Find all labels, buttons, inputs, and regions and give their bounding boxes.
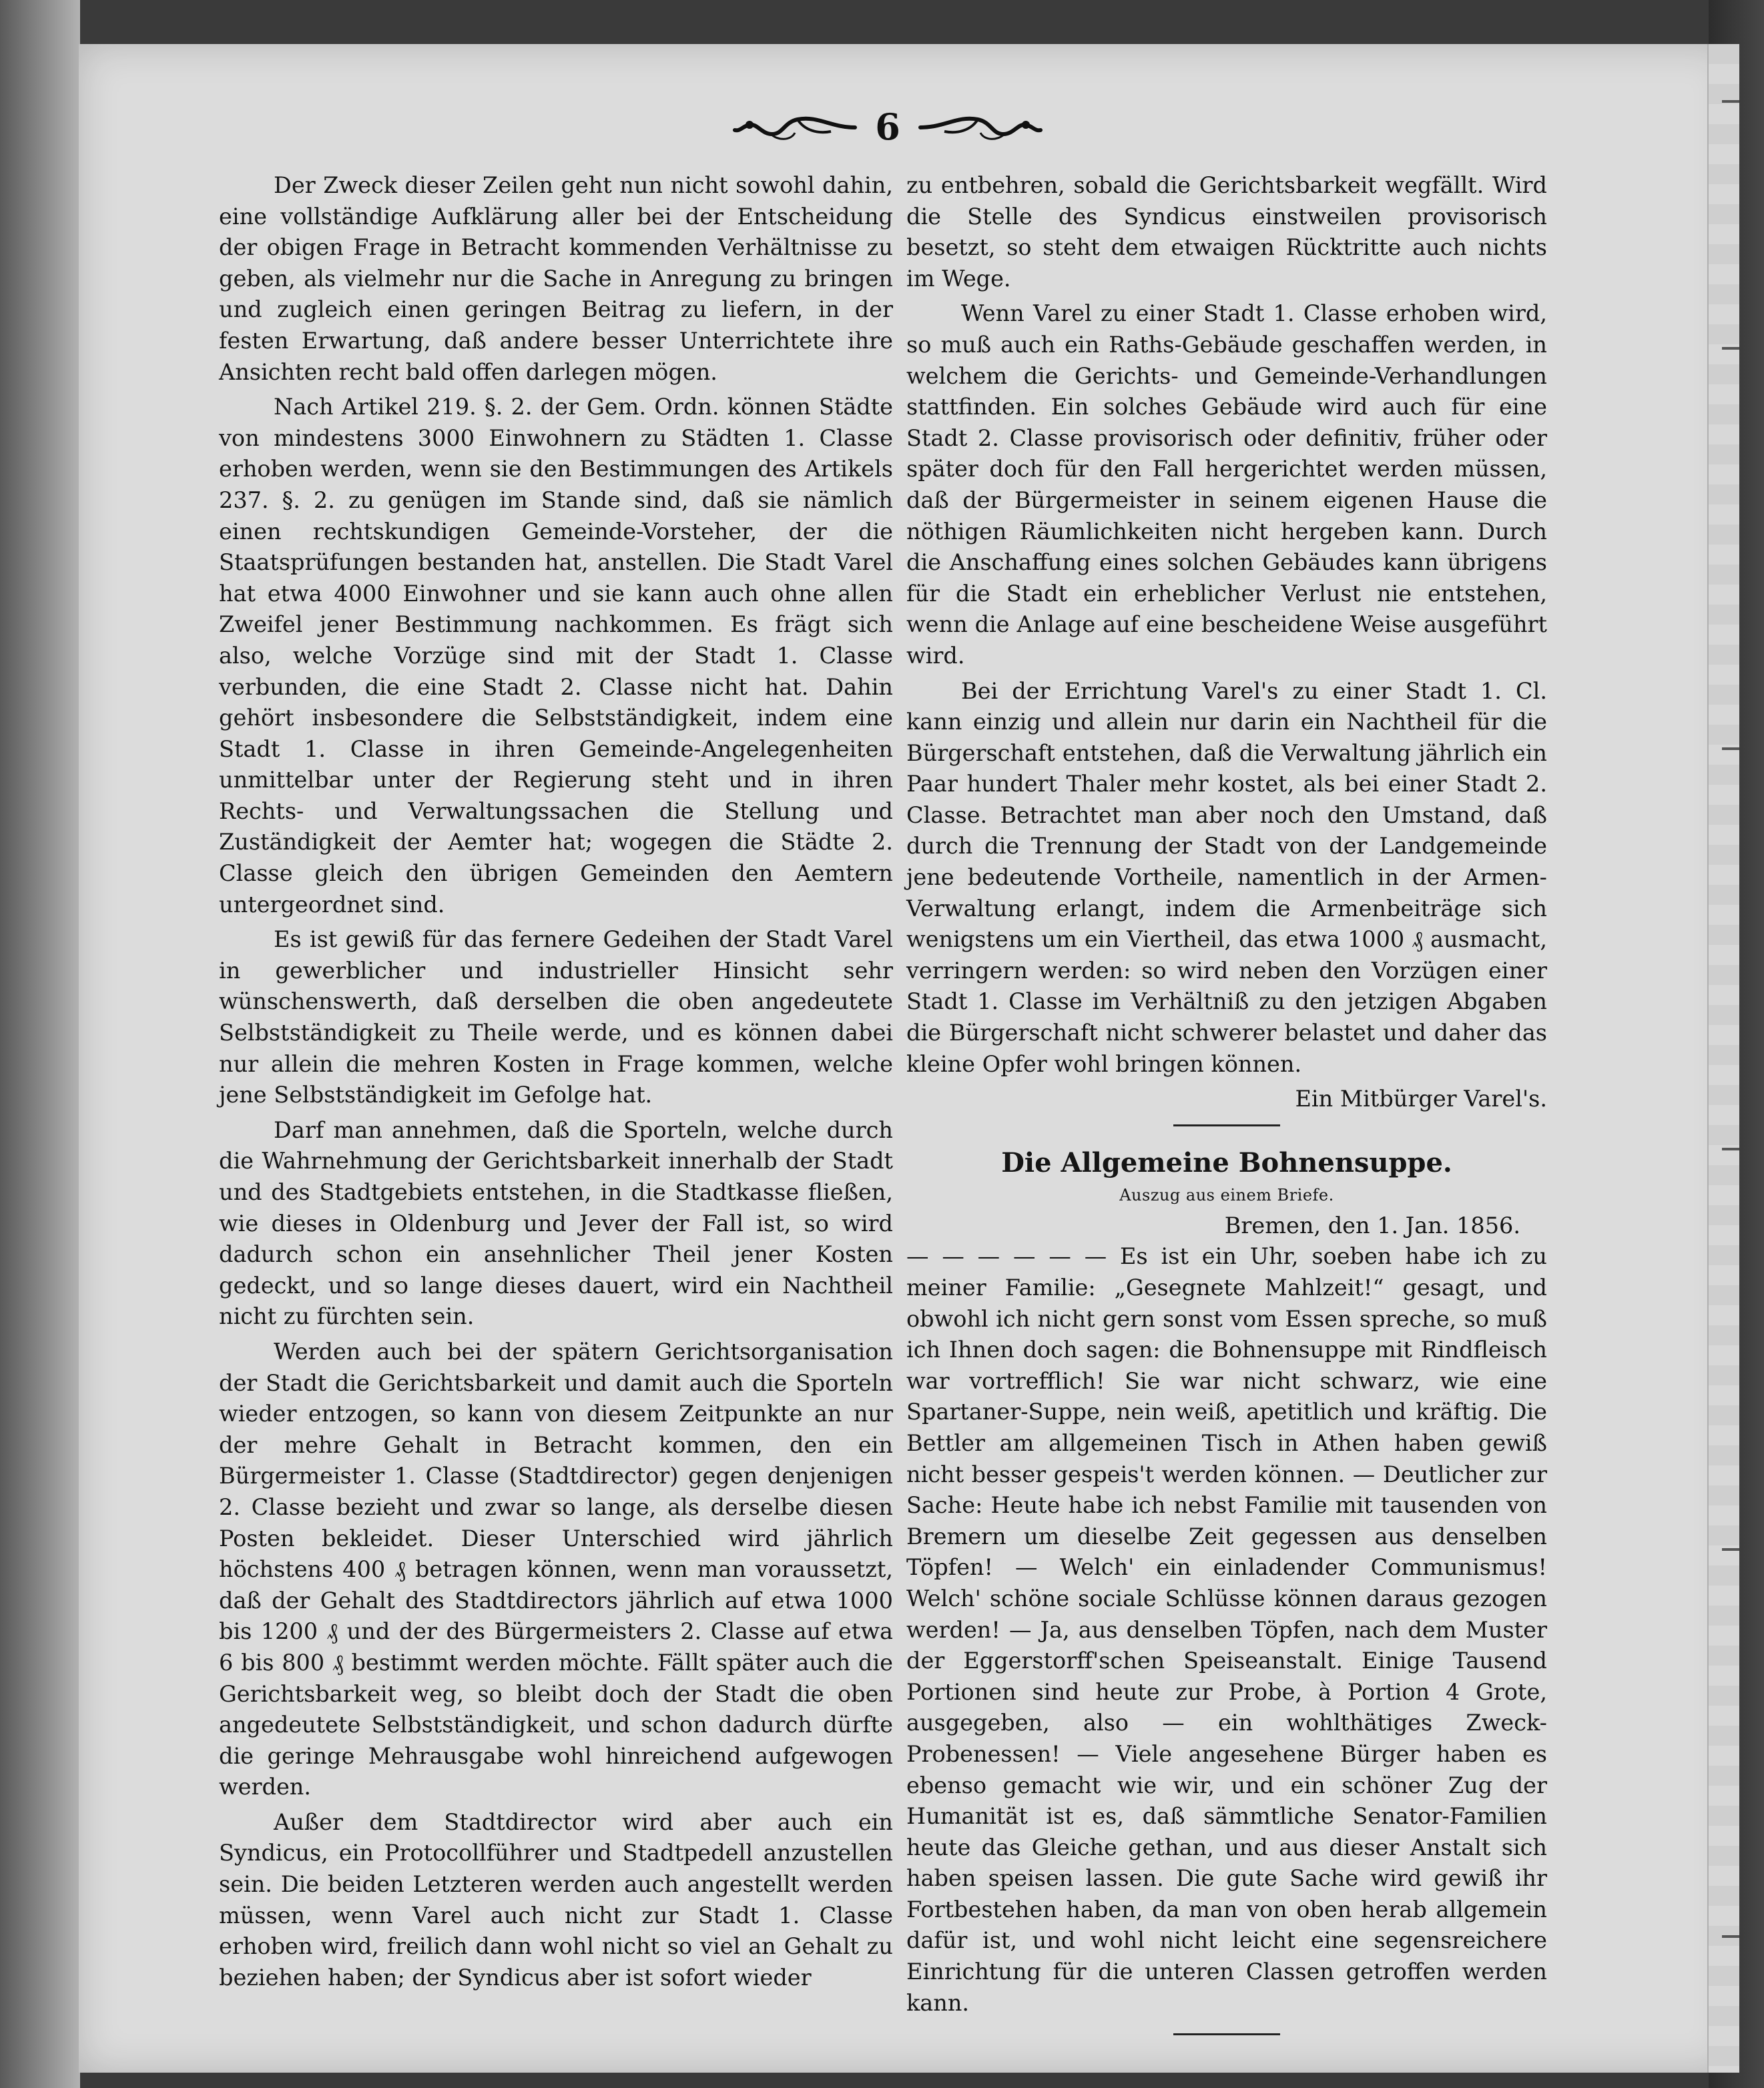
left-flourish-icon: [731, 110, 858, 143]
page-number: 6: [875, 105, 900, 148]
paragraph: — — — — — — Es ist ein Uhr, soeben habe ich zu meiner Familie: „Gesegnete Mahlzeit!“ gesagt, und obwohl ich nicht gern sonst vom Essen spreche, so muß ich Ihnen doch sagen: die Bohnensuppe mit Rindfleisch war vortrefflich! Sie war nicht schwarz, wie eine Spartaner-Suppe, nein weiß, apetitlich und kräftig. Die Bettler am allgemeinen Tisch in Athen haben gewiß nicht besser gespeis't werden können. — Deutlicher zur Sache: Heute habe ich nebst Familie mit tausenden von Bremern um dieselbe Zeit gegessen aus denselben Töpfen! — Welch' ein einladender Communismus! Welch' schöne sociale Schlüsse können daraus gezogen werden! — Ja, aus denselben Töpfen, nach dem Muster der Eggerstorff'schen Speiseanstalt. Einige Tausend Portionen sind heute zur Probe, à Portion 4 Grote, ausgegeben, also — ein wohlthätiges Zweck-Probenessen! — Viele angesehene Bürger haben es ebenso gemacht wie wir, und ein schöner Zug der Humanität ist es, daß sämmtliche Senator-Familien heute das Gleiche gethan, und aus dieser Anstalt sich haben speisen lassen. Die gute Sache wird gewiß ihr Fortbestehen haben, da man von oben herab allgemein dafür ist, und wohl nicht leicht eine segensreichere Einrichtung für die unteren Classen getroffen werden kann.: [906, 1243, 1547, 2016]
article-subtitle: Auszug aus einem Briefe.: [1119, 1185, 1334, 1204]
divider-rule: [1173, 2033, 1280, 2035]
paragraph: Bei der Errichtung Varel's zu einer Stadt 1. Cl. kann einzig und allein nur darin ein Nachtheil für die Bürgerschaft entstehen, daß die Verwaltung jährlich ein Paar hundert Thaler mehr kostet, als bei einer Stadt 2. Classe. Betrachtet man aber noch den Umstand, daß durch die Trennung der Stadt von der Landgemeinde jene bedeutende Vortheile, namentlich in der Armen-Verwaltung erlangt, indem die Armenbeiträge sich wenigstens um ein Viertheil, das etwa 1000 ₰ ausmacht, verringern werden: so wird neben den Vorzügen einer Stadt 1. Classe im Verhältniß zu den jetzigen Abgaben die Bürgerschaft nicht schwerer belastet und daher das kleine Opfer wohl bringen können.: [906, 677, 1547, 1077]
paragraph: Nach Artikel 219. §. 2. der Gem. Ordn. können Städte von mindestens 3000 Einwohnern zu Städten 1. Classe erhoben werden, wenn sie den Bestimmungen des Artikels 237. §. 2. zu genügen im Stande sind, daß sie nämlich einen rechtskundigen Gemeinde-Vorsteher, der die Staatsprüfungen bestanden hat, anstellen. Die Stadt Varel hat etwa 4000 Einwohner und sie kann auch ohne allen Zweifel jener Bestimmung nachkommen. Es frägt sich also, welche Vorzüge sind mit der Stadt 1. Classe verbunden, die eine Stadt 2. Classe nicht hat. Dahin gehört insbesondere die Selbstständigkeit, indem eine Stadt 1. Classe in ihren Gemeinde-Angelegenheiten unmittelbar unter der Regierung steht und in ihren Rechts- und Verwaltungssachen die Stellung und Zuständigkeit der Aemter hat; wogegen die Städte 2. Classe gleich den übrigen Gemeinden den Aemtern untergeordnet sind.: [219, 394, 893, 918]
left-column: [219, 170, 893, 1991]
edge-mark: [1722, 1935, 1739, 1938]
right-flourish-icon: [918, 110, 1045, 143]
paragraph: Der Zweck dieser Zeilen geht nun nicht sowohl dahin, eine vollständige Aufklärung aller bei der Entscheidung der obigen Frage in Betracht kommenden Verhältnisse zu geben, als vielmehr nur die Sache in Anregung zu bringen und zugleich einen geringen Beitrag zu liefern, in der festen Erwartung, daß andere besser Unterrichtete ihre Ansichten recht bald offen darlegen mögen.: [219, 172, 893, 385]
edge-mark: [1722, 1148, 1739, 1150]
paragraph: Außer dem Stadtdirector wird aber auch ein Syndicus, ein Protocollführer und Stadtpedell anzustellen sein. Die beiden Letzteren werden auch angestellt werden müssen, wenn Varel auch nicht zur Stadt 1. Classe erhoben wird, freilich dann wohl nicht so viel an Gehalt zu beziehen haben; der Syndicus aber ist sofort wieder: [219, 1808, 893, 1991]
right-column: [906, 170, 1547, 2016]
paragraph: Wenn Varel zu einer Stadt 1. Classe erhoben wird, so muß auch ein Raths-Gebäude geschaffen werden, in welchem die Gerichts- und Gemeinde-Verhandlungen stattfinden. Ein solches Gebäude wird auch für eine Stadt 2. Classe provisorisch oder definitiv, früher oder später doch für den Fall hergerichtet werden müssen, daß der Bürgermeister in seinem eigenen Hause die nöthigen Räumlichkeiten nicht hergeben kann. Durch die Anschaffung eines solchen Gebäudes kann übrigens für die Stadt ein erheblicher Verlust nie entstehen, wenn die Anlage auf eine bescheidene Weise ausgeführt wird.: [906, 300, 1547, 669]
paragraph: Werden auch bei der spätern Gerichtsorganisation der Stadt die Gerichtsbarkeit und damit auch die Sporteln wieder entzogen, so kann von diesem Zeitpunkte an nur der mehre Gehalt in Betracht kommen, den ein Bürgermeister 1. Classe (Stadtdirector) gegen denjenigen 2. Classe bezieht und zwar so lange, als derselbe diesen Posten bekleidet. Dieser Unterschied wird jährlich höchstens 400 ₰ betragen können, wenn man voraussetzt, daß der Gehalt des Stadtdirectors jährlich auf etwa 1000 bis 1200 ₰ und der des Bürgermeisters 2. Classe auf etwa 6 bis 800 ₰ bestimmt werden möchte. Fällt später auch die Gerichtsbarkeit weg, so bleibt doch der Stadt die oben angedeutete Selbstständigkeit, und schon dadurch dürfte die geringe Mehrausgabe wohl hinreichend aufgewogen werden.: [219, 1338, 893, 1800]
edge-mark: [1722, 100, 1739, 103]
edge-mark: [1722, 747, 1739, 750]
paragraph: Darf man annehmen, daß die Sporteln, welche durch die Wahrnehmung der Gerichtsbarkeit innerhalb der Stadt und des Stadtgebiets entstehen, in die Stadtkasse fließen, wie dieses in Oldenburg und Jever der Fall ist, so wird dadurch schon ein ansehnlicher Theil jener Kosten gedeckt, und so lange dieses dauert, wird ein Nachtheil nicht zu fürchten sein.: [219, 1116, 893, 1330]
edge-mark: [1722, 1548, 1739, 1551]
edge-mark: [1722, 347, 1739, 350]
article-dateline: Bremen, den 1. Jan. 1856.: [1224, 1212, 1520, 1239]
paragraph: Es ist gewiß für das fernere Gedeihen der Stadt Varel in gewerblicher und industrieller Hinsicht sehr wünschenswerth, daß derselben die oben angedeutete Selbstständigkeit zu Theile werde, und es können dabei nur allein die mehren Kosten in Frage kommen, welche jene Selbstständigkeit im Gefolge hat.: [219, 926, 893, 1108]
paragraph: zu entbehren, sobald die Gerichtsbarkeit wegfällt. Wird die Stelle des Syndicus einstweilen provisorisch besetzt, so steht dem etwaigen Rücktritte auch nichts im Wege.: [906, 172, 1547, 292]
book-spine: [0, 0, 80, 2088]
divider-rule: [1173, 1124, 1280, 1126]
page-header: [748, 100, 1028, 153]
signature: Ein Mitbürger Varel's.: [1295, 1086, 1547, 1112]
article-title: Die Allgemeine Bohnensuppe.: [1001, 1146, 1452, 1178]
